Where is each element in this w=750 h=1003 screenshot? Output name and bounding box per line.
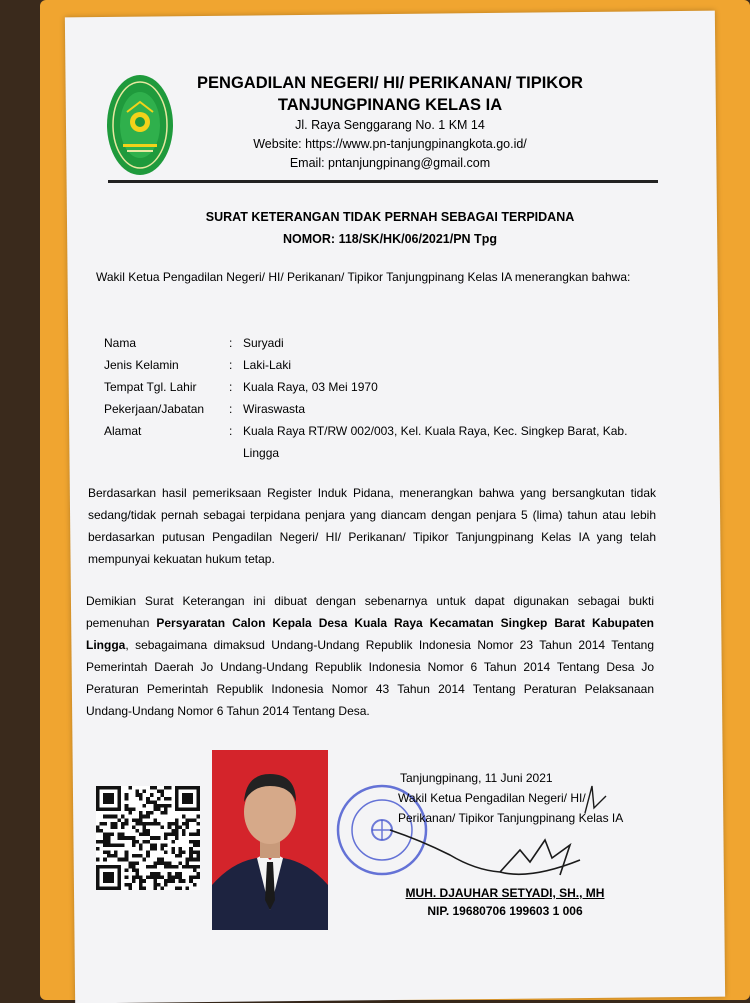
court-class: TANJUNGPINANG KELAS IA (277, 96, 503, 114)
field-label: Nama (104, 336, 137, 350)
field-row (104, 420, 664, 464)
court-emblem-icon (105, 72, 175, 178)
field-row (104, 376, 664, 398)
letterhead-divider (108, 180, 658, 183)
letterhead (180, 72, 600, 173)
body-paragraph: Berdasarkan hasil pemeriksaan Register Induk Pidana, menerangkan bahwa yang bersangkutan tidak sedang/tidak pernah sebagai terpidana penjara yang diancam dengan penjara 5 (lima) tahun atau lebih berdasarkan putusan Pengadilan Negeri/ HI/ Perikanan/ Tipikor Tanjungpinang Kelas IA yang telah mempunyai kekuatan hukum tetap. (88, 486, 656, 566)
document-title: SURAT KETERANGAN TIDAK PERNAH SEBAGAI TERPIDANA (205, 210, 575, 224)
personal-details (104, 332, 664, 464)
court-email: Email: pntanjungpinang@gmail.com (289, 156, 491, 170)
court-address: Jl. Raya Senggarang No. 1 KM 14 (295, 118, 485, 132)
signature-place-date: Tanjungpinang, 11 Juni 2021 (400, 771, 553, 785)
field-label: Pekerjaan/Jabatan (104, 402, 205, 416)
document-number: NOMOR: 118/SK/HK/06/2021/PN Tpg (283, 232, 497, 246)
document-heading (120, 206, 660, 250)
field-value: Laki-Laki (243, 358, 292, 372)
field-colon: : (229, 402, 233, 416)
field-row (104, 332, 664, 354)
field-row (104, 398, 664, 420)
signatory-role-line2: Perikanan/ Tipikor Tanjungpinang Kelas IA (398, 811, 624, 825)
field-value: Wiraswasta (243, 402, 306, 416)
closing-text-end: , sebagaimana dimaksud Undang-Undang Republik Indonesia Nomor 23 Tahun 2014 Tentang Pemerintah Daerah Jo Undang-Undang Republik Indonesia Nomor 6 Tahun 2014 Tentang Desa Jo Peraturan Pemerintah Republik Indonesia Nomor 43 Tahun 2014 Tentang Peraturan Pelaksanaan Undang-Undang Nomor 6 Tahun 2014 Tentang Desa. (86, 638, 654, 718)
signatory-nip: NIP. 19680706 199603 1 006 (427, 904, 583, 918)
field-label: Tempat Tgl. Lahir (104, 380, 197, 394)
closing-text-start: Demikian Surat Keterangan ini dibuat dengan sebenarnya untuk dapat digunakan sebagai bukti pemenuhan (86, 594, 654, 630)
field-value: Kuala Raya, 03 Mei 1970 (243, 380, 378, 394)
field-colon: : (229, 336, 233, 350)
closing-paragraph (86, 590, 654, 722)
qr-code-icon (96, 786, 200, 890)
field-colon: : (229, 424, 233, 438)
signatory-name: MUH. DJAUHAR SETYADI, SH., MH (405, 886, 605, 900)
court-name: PENGADILAN NEGERI/ HI/ PERIKANAN/ TIPIKOR (197, 74, 583, 92)
field-value: Suryadi (243, 336, 284, 350)
closing-text-bold: Persyaratan Calon Kepala Desa Kuala Raya Kecamatan Singkep Barat Kabupaten Lingga (86, 616, 654, 652)
field-label: Alamat (104, 424, 142, 438)
field-value: Kuala Raya RT/RW 002/003, Kel. Kuala Raya, Kec. Singkep Barat, Kab. Lingga (243, 424, 628, 460)
field-colon: : (229, 358, 233, 372)
intro-paragraph: Wakil Ketua Pengadilan Negeri/ HI/ Perikanan/ Tipikor Tanjungpinang Kelas IA menerangkan bahwa: (96, 270, 631, 284)
signatory-role-line1: Wakil Ketua Pengadilan Negeri/ HI/ (398, 791, 586, 805)
court-website: Website: https://www.pn-tanjungpinangkota.go.id/ (253, 137, 527, 151)
field-row (104, 354, 664, 376)
applicant-photo (212, 750, 328, 930)
field-colon: : (229, 380, 233, 394)
signature-block (350, 768, 650, 828)
field-label: Jenis Kelamin (104, 358, 179, 372)
